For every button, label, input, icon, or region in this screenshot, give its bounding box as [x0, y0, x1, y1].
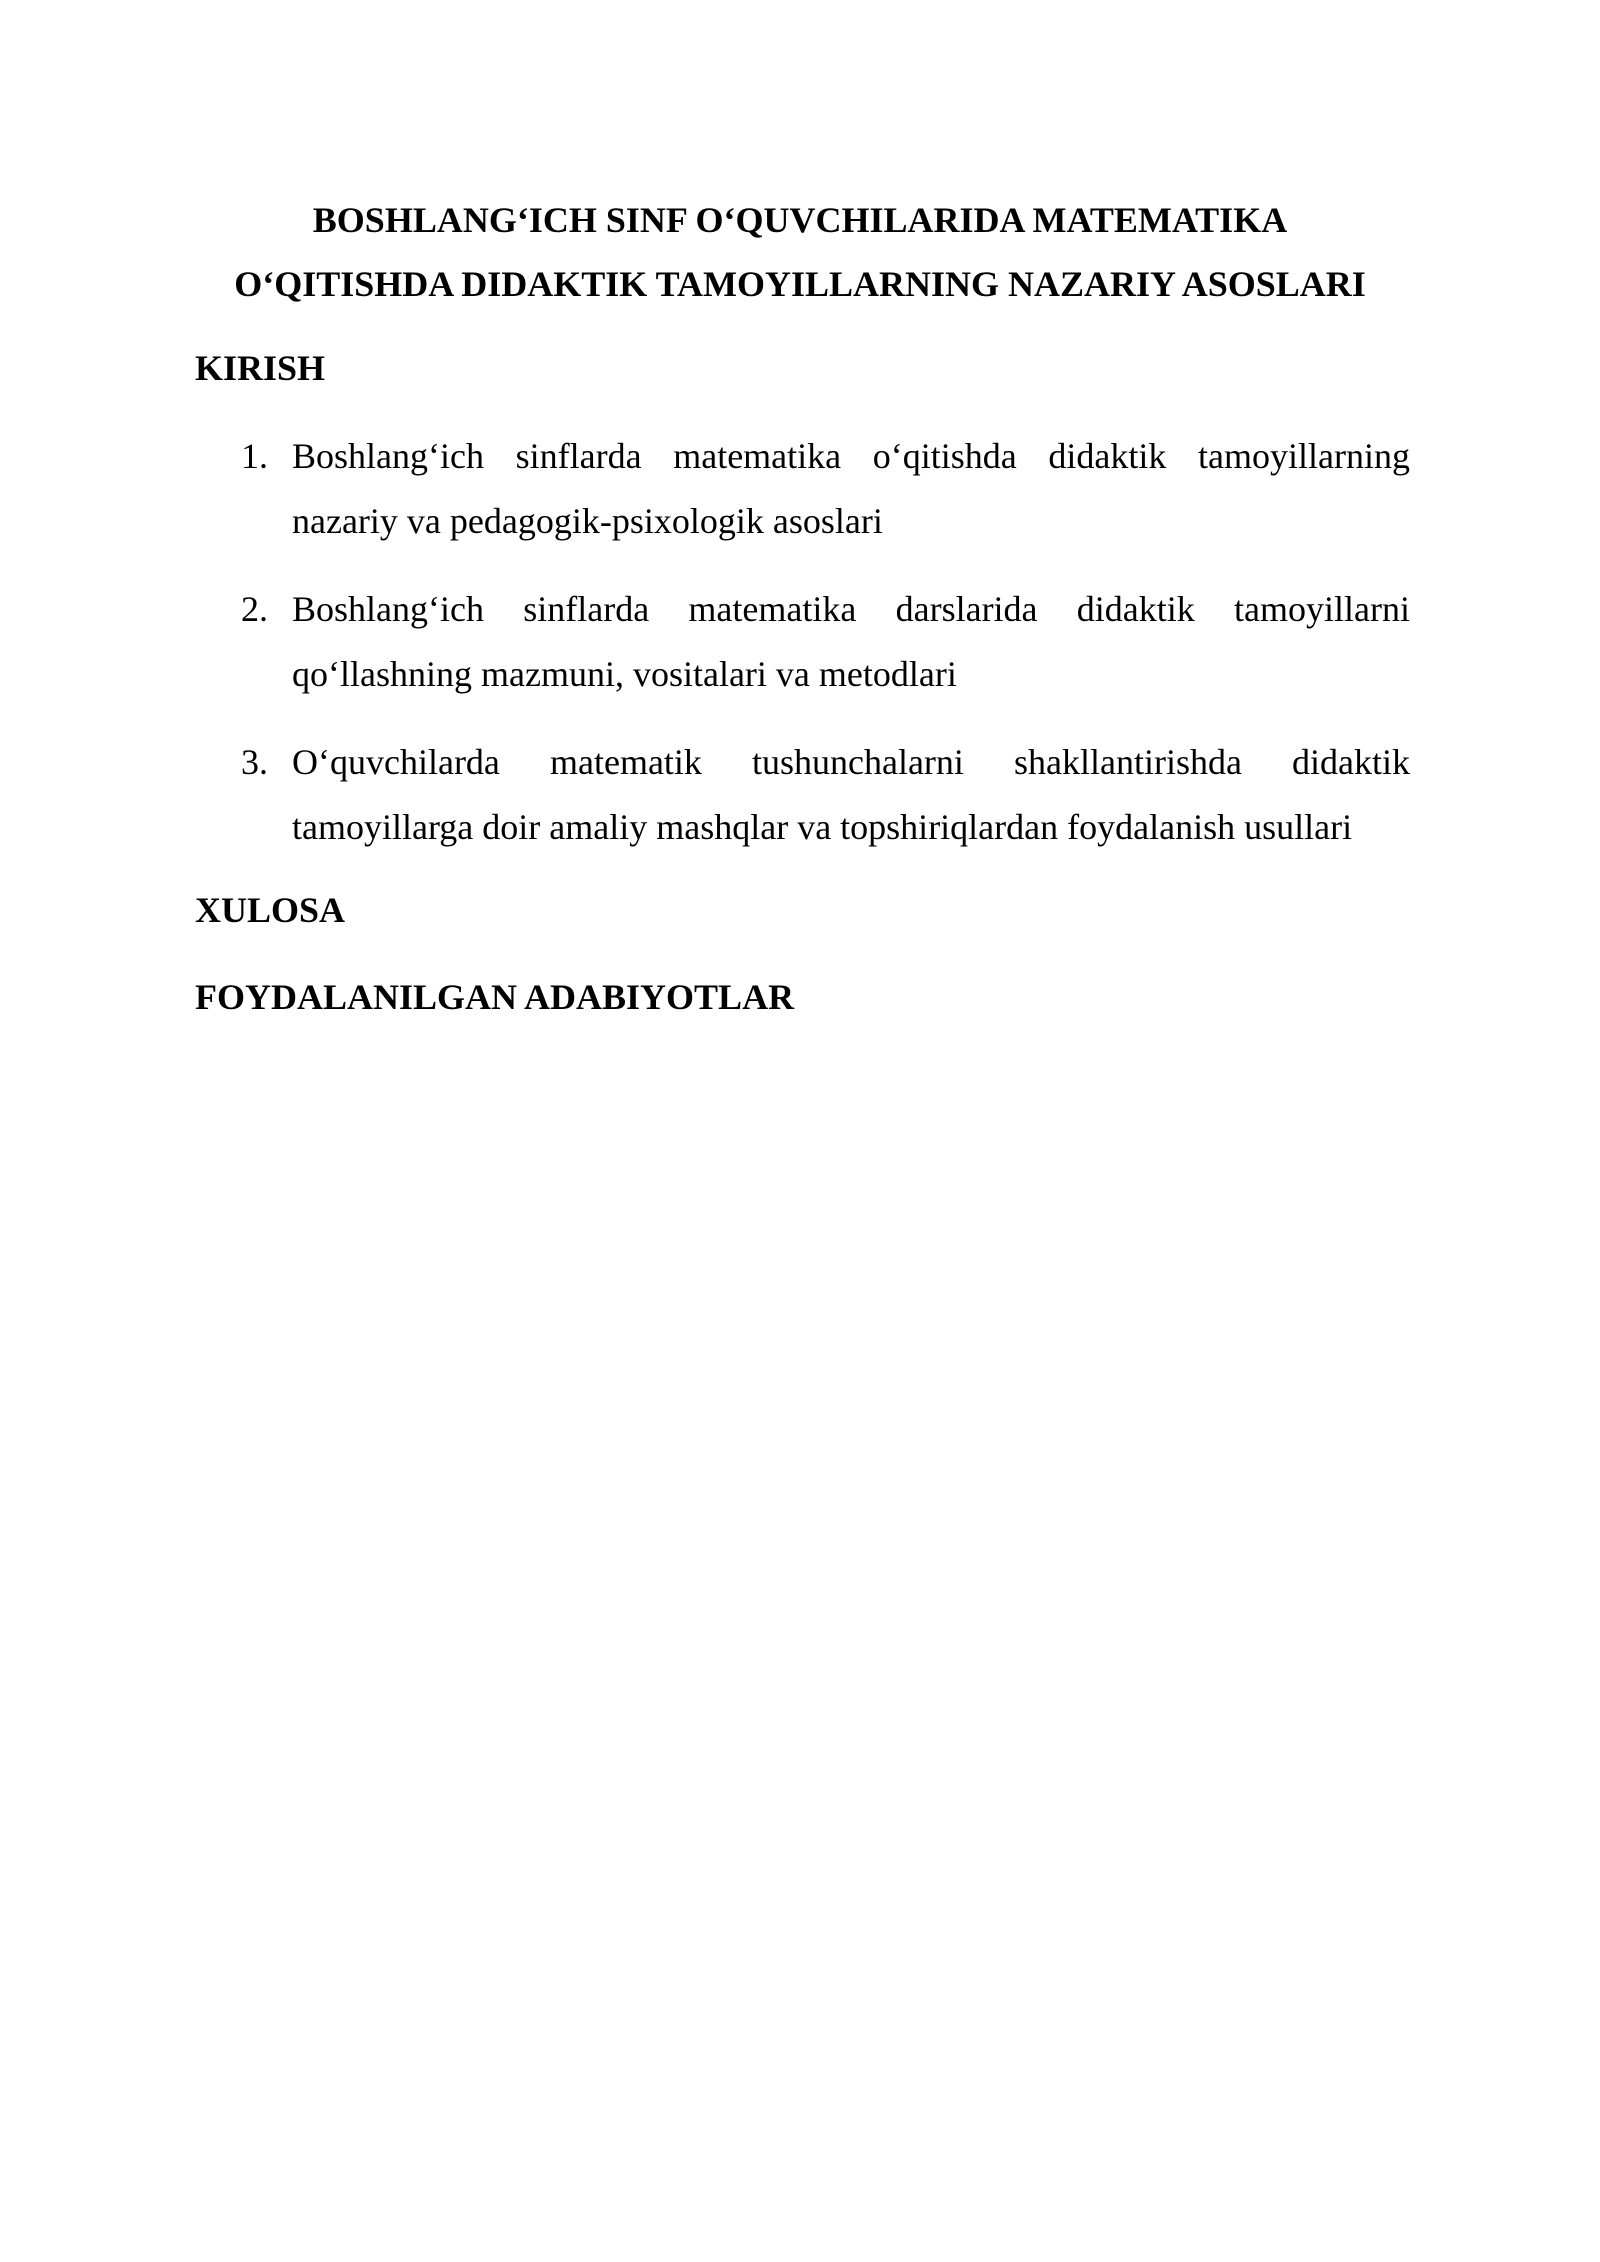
toc-item-number: 3.: [241, 742, 268, 782]
conclusion-heading: XULOSA: [195, 890, 346, 930]
toc-item-text-line: Boshlang‘ich sinflarda matematika darslarida didaktik tamoyillarni: [292, 589, 1410, 629]
references-heading: FOYDALANILGAN ADABIYOTLAR: [195, 977, 795, 1017]
title-line-2: O‘QITISHDA DIDAKTIK TAMOYILLARNING NAZARIY ASOSLARI: [234, 264, 1366, 304]
toc-item-text-line: O‘quvchilarda matematik tushunchalarni shakllantirishda didaktik: [292, 742, 1410, 782]
toc-item-number: 2.: [241, 589, 268, 629]
title-line-1: BOSHLANG‘ICH SINF O‘QUVCHILARIDA MATEMATIKA: [312, 200, 1288, 240]
toc-item-text-line: Boshlang‘ich sinflarda matematika o‘qitishda didaktik tamoyillarning: [292, 436, 1410, 476]
toc-item-3: [195, 730, 1410, 860]
toc-item-text-line: nazariy va pedagogik-psixologik asoslari: [292, 501, 883, 541]
toc-item-text-line: qo‘llashning mazmuni, vositalari va metodlari: [292, 654, 957, 694]
toc-item-number: 1.: [241, 436, 268, 476]
intro-heading: KIRISH: [195, 348, 326, 388]
toc-item-2: [195, 577, 1410, 707]
toc-item-text-line: tamoyillarga doir amaliy mashqlar va topshiriqlardan foydalanish usullari: [292, 807, 1353, 847]
table-of-contents: [195, 424, 1410, 883]
toc-item-1: [195, 424, 1410, 554]
document-title: [195, 188, 1405, 316]
